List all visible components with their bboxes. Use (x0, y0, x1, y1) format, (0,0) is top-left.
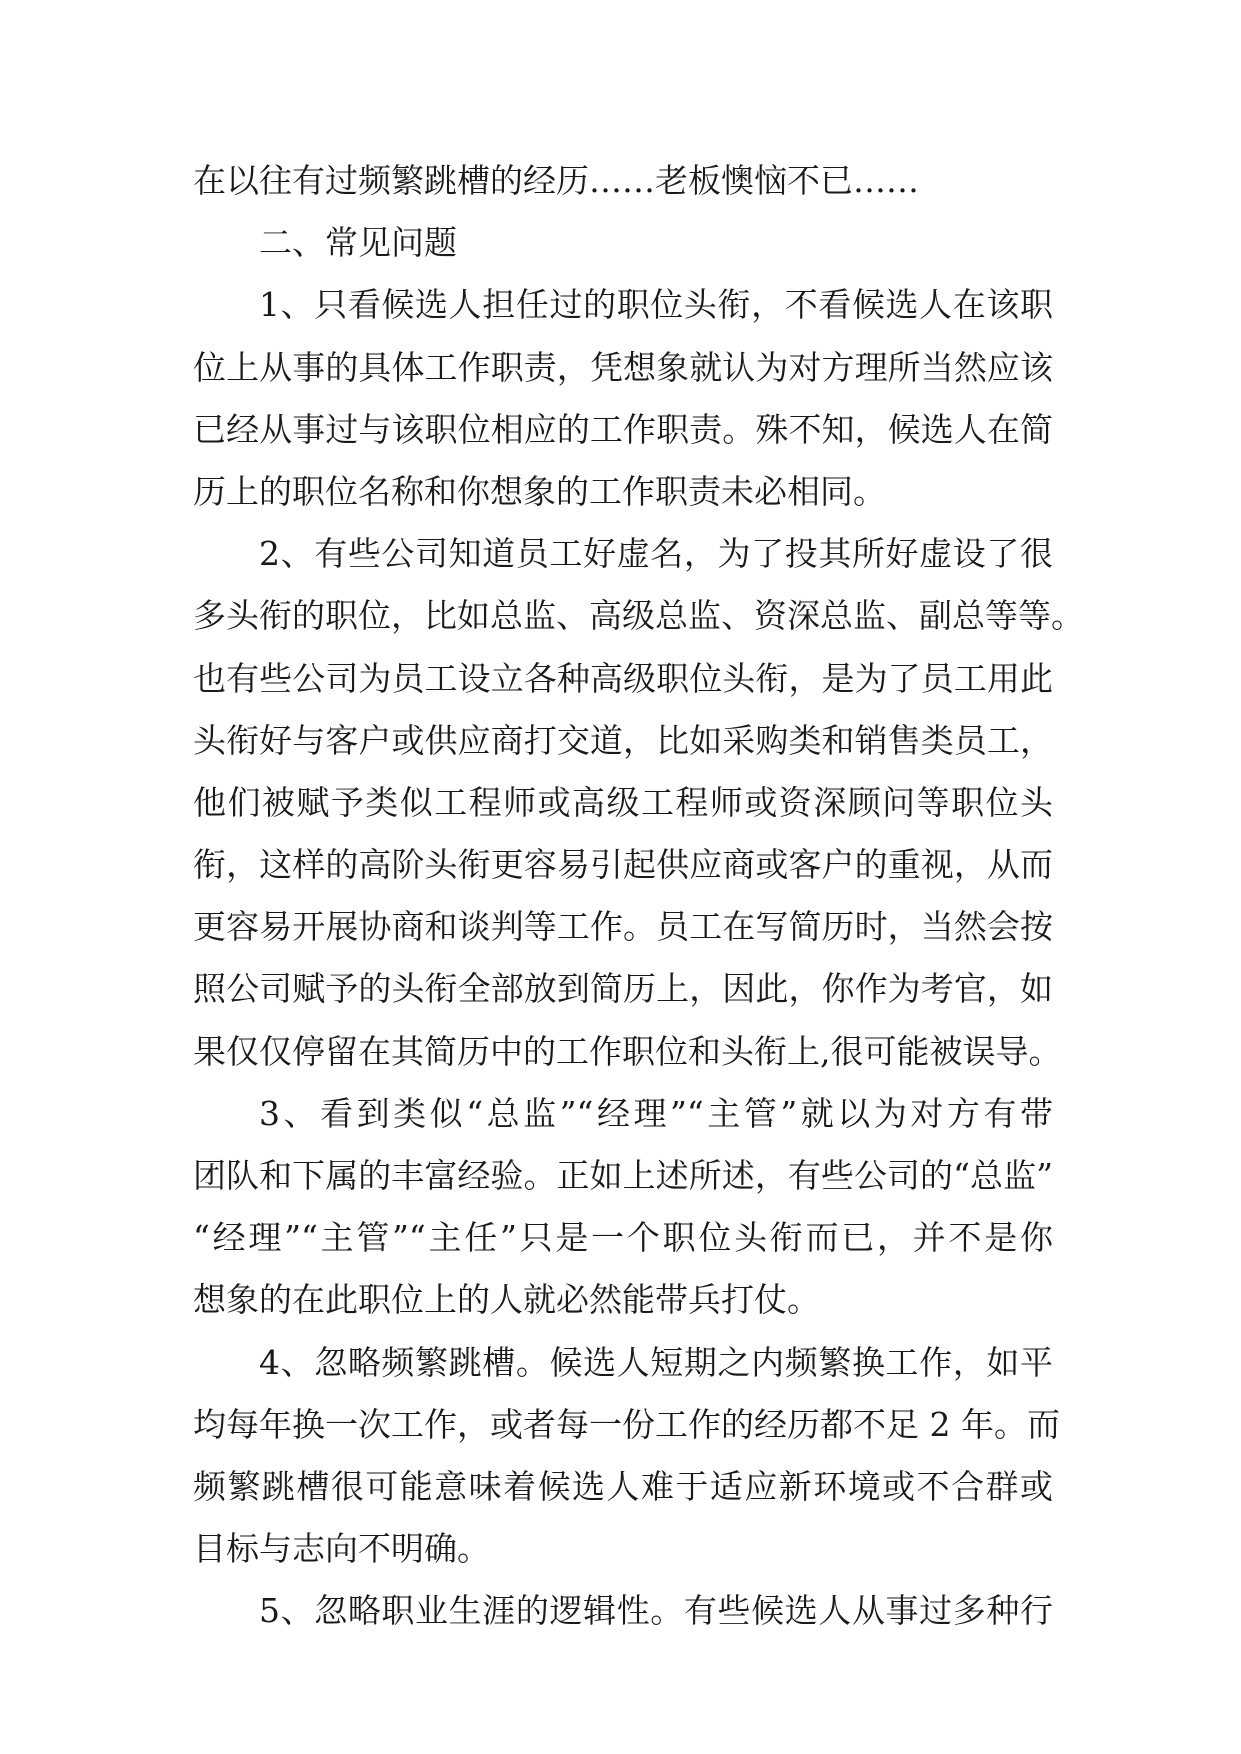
text-line: 已经从事过与该职位相应的工作职责。殊不知，候选人在简 (193, 409, 1053, 449)
text-line: 目标与志向不明确。 (193, 1529, 490, 1569)
text-line: 照公司赋予的头衔全部放到简历上，因此，你作为考官，如 (193, 969, 1053, 1009)
text-line: “经理”“主管”“主任”只是一个职位头衔而已，并不是你 (193, 1218, 1053, 1258)
text-line: 想象的在此职位上的人就必然能带兵打仗。 (193, 1280, 820, 1320)
text-line: 位上从事的具体工作职责，凭想象就认为对方理所当然应该 (193, 347, 1053, 387)
text-line: 他们被赋予类似工程师或高级工程师或资深顾问等职位头 (193, 782, 1053, 822)
text-line: 果仅仅停留在其简历中的工作职位和头衔上,很可能被误导。 (193, 1031, 1062, 1071)
text-line: 也有些公司为员工设立各种高级职位头衔，是为了员工用此 (193, 658, 1053, 698)
text-line: 多头衔的职位，比如总监、高级总监、资深总监、副总等等。 (193, 596, 1084, 636)
text-line: 二、常见问题 (259, 223, 457, 263)
text-line: 频繁跳槽很可能意味着候选人难于适应新环境或不合群或 (193, 1466, 1053, 1506)
text-line: 头衔好与客户或供应商打交道，比如采购类和销售类员工， (193, 720, 1053, 760)
text-line: 在以往有过频繁跳槽的经历……老板懊恼不已…… (193, 161, 919, 200)
text-line: 均每年换一次工作，或者每一份工作的经历都不足 2 年。而 (193, 1404, 1060, 1444)
text-line: 2、有些公司知道员工好虚名，为了投其所好虚设了很 (259, 534, 1053, 574)
text-line: 团队和下属的丰富经验。正如上述所述，有些公司的“总监” (193, 1156, 1053, 1195)
text-line: 历上的职位名称和你想象的工作职责未必相同。 (193, 471, 886, 511)
text-line: 衔，这样的高阶头衔更容易引起供应商或客户的重视，从而 (193, 845, 1053, 885)
text-line: 1、只看候选人担任过的职位头衔，不看候选人在该职 (259, 285, 1053, 325)
text-line: 3、看到类似“总监”“经理”“主管”就以为对方有带 (259, 1093, 1053, 1133)
document-body (193, 150, 1084, 1643)
text-line: 5、忽略职业生涯的逻辑性。有些候选人从事过多种行 (259, 1591, 1053, 1631)
text-line: 更容易开展协商和谈判等工作。员工在写简历时，当然会按 (193, 907, 1053, 947)
text-line: 4、忽略频繁跳槽。候选人短期之内频繁换工作，如平 (259, 1342, 1053, 1382)
